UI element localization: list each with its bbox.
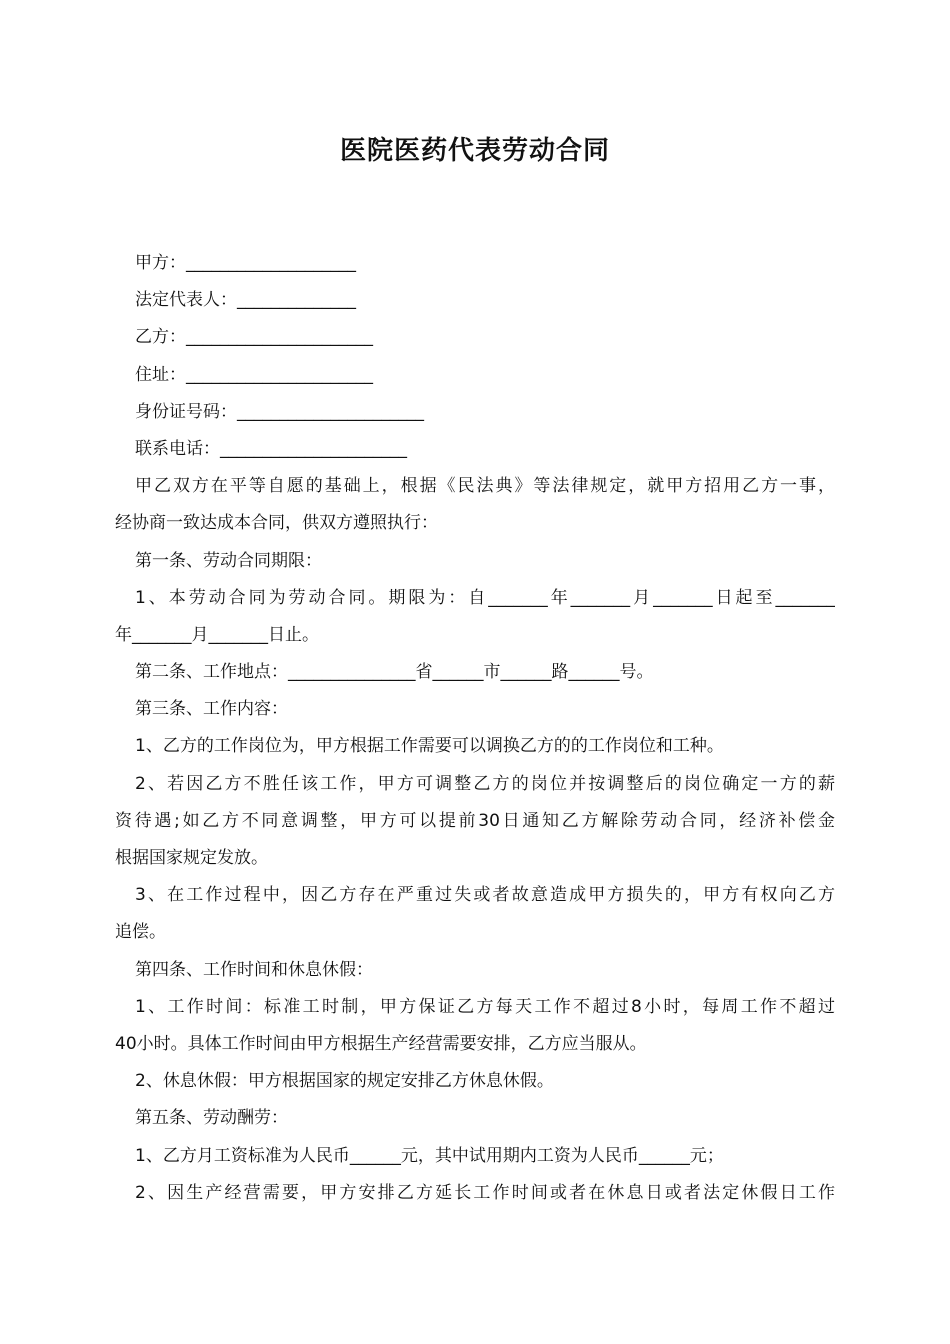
paragraph-line: 1、乙方的工作岗位为，甲方根据工作需要可以调换乙方的的工作岗位和工种。 bbox=[135, 736, 724, 757]
article-heading: 第四条、工作时间和休息休假： bbox=[135, 959, 373, 980]
preamble-line: 经协商一致达成本合同，供双方遵照执行： bbox=[115, 513, 438, 534]
paragraph-line: 年_______月_______日止。 bbox=[115, 624, 319, 645]
paragraph-line: 2、休息休假：甲方根据国家的规定安排乙方休息休假。 bbox=[135, 1071, 554, 1092]
contract-body bbox=[115, 245, 835, 1212]
paragraph-line: 1、工作时间：标准工时制，甲方保证乙方每天工作不超过8小时，每周工作不超过 bbox=[135, 996, 835, 1017]
preamble-line: 甲乙双方在平等自愿的基础上，根据《民法典》等法律规定，就甲方招用乙方一事， bbox=[135, 476, 835, 497]
phone-field: 联系电话：______________________ bbox=[135, 438, 407, 459]
article-heading: 第三条、工作内容： bbox=[135, 699, 288, 720]
paragraph-line: 追偿。 bbox=[115, 922, 166, 943]
party-a-field: 甲方：____________________ bbox=[135, 253, 356, 273]
paragraph-line: 3、在工作过程中，因乙方存在严重过失或者故意造成甲方损失的，甲方有权向乙方 bbox=[135, 885, 835, 906]
address-field: 住址：______________________ bbox=[135, 364, 373, 385]
page-title: 医院医药代表劳动合同 bbox=[339, 136, 610, 166]
article-heading: 第一条、劳动合同期限： bbox=[135, 550, 322, 571]
legal-representative-field: 法定代表人：______________ bbox=[135, 290, 356, 311]
paragraph-line: 1、乙方月工资标准为人民币______元，其中试用期内工资为人民币______元； bbox=[135, 1145, 724, 1166]
article-heading: 第二条、工作地点：_______________省______市______路______号。 bbox=[135, 662, 654, 683]
article-heading: 第五条、劳动酬劳： bbox=[135, 1108, 288, 1129]
party-b-field: 乙方：______________________ bbox=[135, 327, 373, 348]
paragraph-line: 40小时。具体工作时间由甲方根据生产经营需要安排，乙方应当服从。 bbox=[115, 1033, 647, 1054]
paragraph-line: 1、本劳动合同为劳动合同。期限为：自_______年_______月_______日起至_______ bbox=[135, 587, 835, 608]
paragraph-line: 资待遇;如乙方不同意调整，甲方可以提前30日通知乙方解除劳动合同，经济补偿金 bbox=[115, 810, 835, 831]
paragraph-line: 根据国家规定发放。 bbox=[115, 848, 268, 868]
paragraph-line: 2、因生产经营需要，甲方安排乙方延长工作时间或者在休息日或者法定休假日工作 bbox=[135, 1182, 835, 1203]
paragraph-line: 2、若因乙方不胜任该工作，甲方可调整乙方的岗位并按调整后的岗位确定一方的薪 bbox=[135, 773, 835, 794]
id-number-field: 身份证号码：______________________ bbox=[135, 401, 424, 422]
